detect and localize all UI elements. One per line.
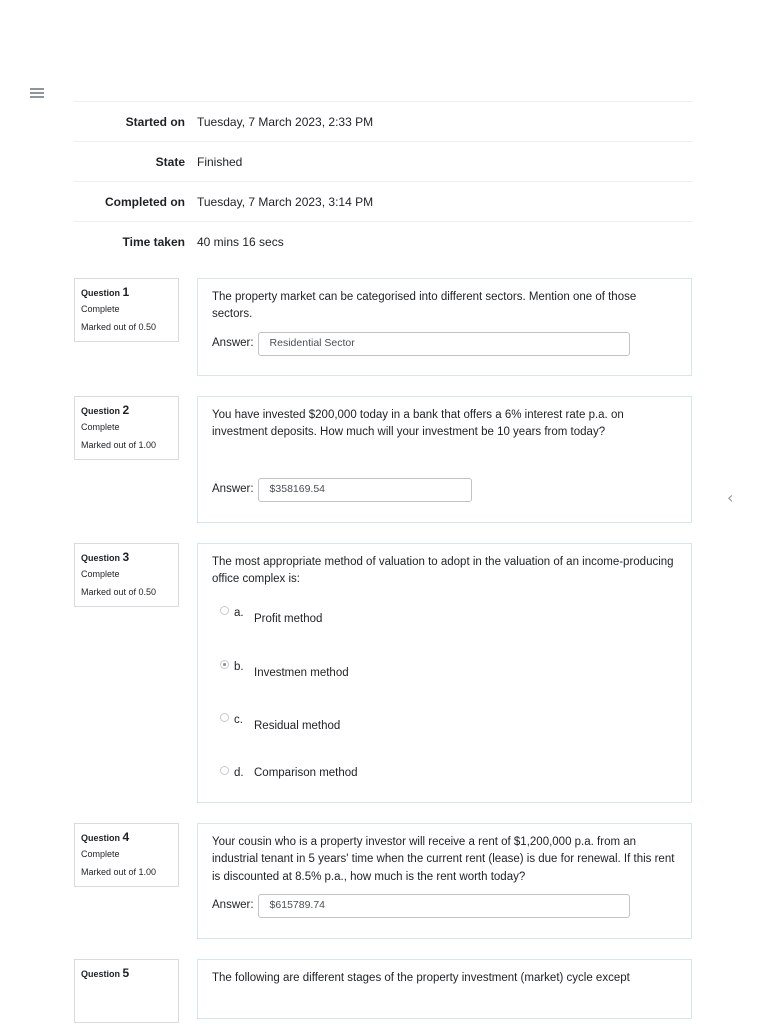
radio-button-selected[interactable]: [220, 660, 229, 669]
attempt-summary-table: [74, 101, 692, 261]
question-content: [197, 278, 692, 376]
question-title: [81, 965, 172, 981]
answer-line: [212, 332, 677, 356]
question-info-box: [74, 823, 179, 887]
question-info-box: [74, 396, 179, 460]
question-info-box: [74, 959, 179, 1023]
answer-label: Answer:: [212, 336, 254, 349]
question-state: Complete: [81, 304, 120, 315]
question-text: The property market can be categorised into different sectors. Mention one of those sectors.: [212, 291, 637, 321]
option-letter: d.: [234, 766, 244, 779]
answer-input[interactable]: $358169.54: [258, 478, 472, 502]
question-number: 1: [122, 285, 130, 299]
summary-row-started: [74, 101, 692, 141]
option-letter: a.: [234, 606, 244, 619]
answer-line: [212, 894, 677, 918]
question-grade: Marked out of 0.50: [81, 322, 157, 333]
question-title: [81, 549, 172, 565]
option-letter: b.: [234, 660, 244, 673]
question-number: 3: [122, 550, 130, 564]
question-text: The most appropriate method of valuation to adopt in the valuation of an income-producing office complex is:: [212, 556, 674, 586]
radio-button[interactable]: [220, 713, 229, 722]
summary-label: Started on: [125, 114, 185, 129]
question-state: Complete: [81, 569, 120, 580]
summary-value: Tuesday, 7 March 2023, 3:14 PM: [197, 194, 374, 209]
answer-input[interactable]: $615789.74: [258, 894, 630, 918]
question-title: [81, 284, 172, 300]
summary-row-time-taken: [74, 221, 692, 261]
option-d[interactable]: [220, 765, 358, 782]
summary-row-completed: [74, 181, 692, 221]
question-grade: Marked out of 0.50: [81, 587, 157, 598]
question-word: Question: [81, 833, 121, 843]
answer-label: Answer:: [212, 482, 254, 495]
summary-value: 40 mins 16 secs: [197, 234, 284, 249]
question-info-box: [74, 278, 179, 342]
question-title: [81, 829, 172, 845]
option-c[interactable]: [220, 712, 340, 735]
question-text: The following are different stages of the property investment (market) cycle except: [212, 972, 630, 984]
question-content: [197, 396, 692, 523]
answer-input[interactable]: Residential Sector: [258, 332, 630, 356]
question-content: [197, 543, 692, 803]
summary-row-state: [74, 141, 692, 181]
option-text: Comparison method: [254, 766, 358, 779]
question-content: [197, 959, 692, 1019]
option-b[interactable]: [220, 659, 349, 682]
option-letter: c.: [234, 713, 243, 726]
option-text: Profit method: [254, 612, 323, 625]
question-number: 2: [122, 403, 130, 417]
question-state: Complete: [81, 422, 120, 433]
question-state: Complete: [81, 849, 120, 860]
question-number: 5: [122, 966, 130, 980]
summary-label: Time taken: [122, 234, 185, 249]
question-info-box: [74, 543, 179, 607]
question-text: Your cousin who is a property investor will receive a rent of $1,200,000 p.a. from an industrial tenant in 5 years' time when the current rent (lease) is due for renewal. If this rent is discounted at 8.5% p.a., how much is the rent worth today?: [212, 836, 675, 883]
radio-button[interactable]: [220, 606, 229, 615]
question-word: Question: [81, 406, 121, 416]
summary-value: Tuesday, 7 March 2023, 2:33 PM: [197, 114, 374, 129]
answer-label: Answer:: [212, 899, 254, 912]
question-text: You have invested $200,000 today in a bank that offers a 6% interest rate p.a. on investment deposits. How much will your investment be 10 years from today?: [212, 409, 624, 439]
summary-value: Finished: [197, 154, 243, 169]
chevron-left-icon[interactable]: ‹: [727, 488, 734, 507]
question-grade: Marked out of 1.00: [81, 867, 157, 878]
question-content: [197, 823, 692, 939]
option-text: Residual method: [254, 719, 341, 732]
summary-label: State: [155, 154, 185, 169]
question-title: [81, 402, 172, 418]
answer-line: [212, 478, 677, 502]
question-number: 4: [122, 830, 130, 844]
radio-button[interactable]: [220, 766, 229, 775]
summary-label: Completed on: [105, 194, 185, 209]
question-word: Question: [81, 553, 121, 563]
question-word: Question: [81, 288, 121, 298]
option-a[interactable]: [220, 605, 322, 628]
question-word: Question: [81, 969, 121, 979]
option-text: Investmen method: [254, 666, 349, 679]
question-grade: Marked out of 1.00: [81, 440, 157, 451]
